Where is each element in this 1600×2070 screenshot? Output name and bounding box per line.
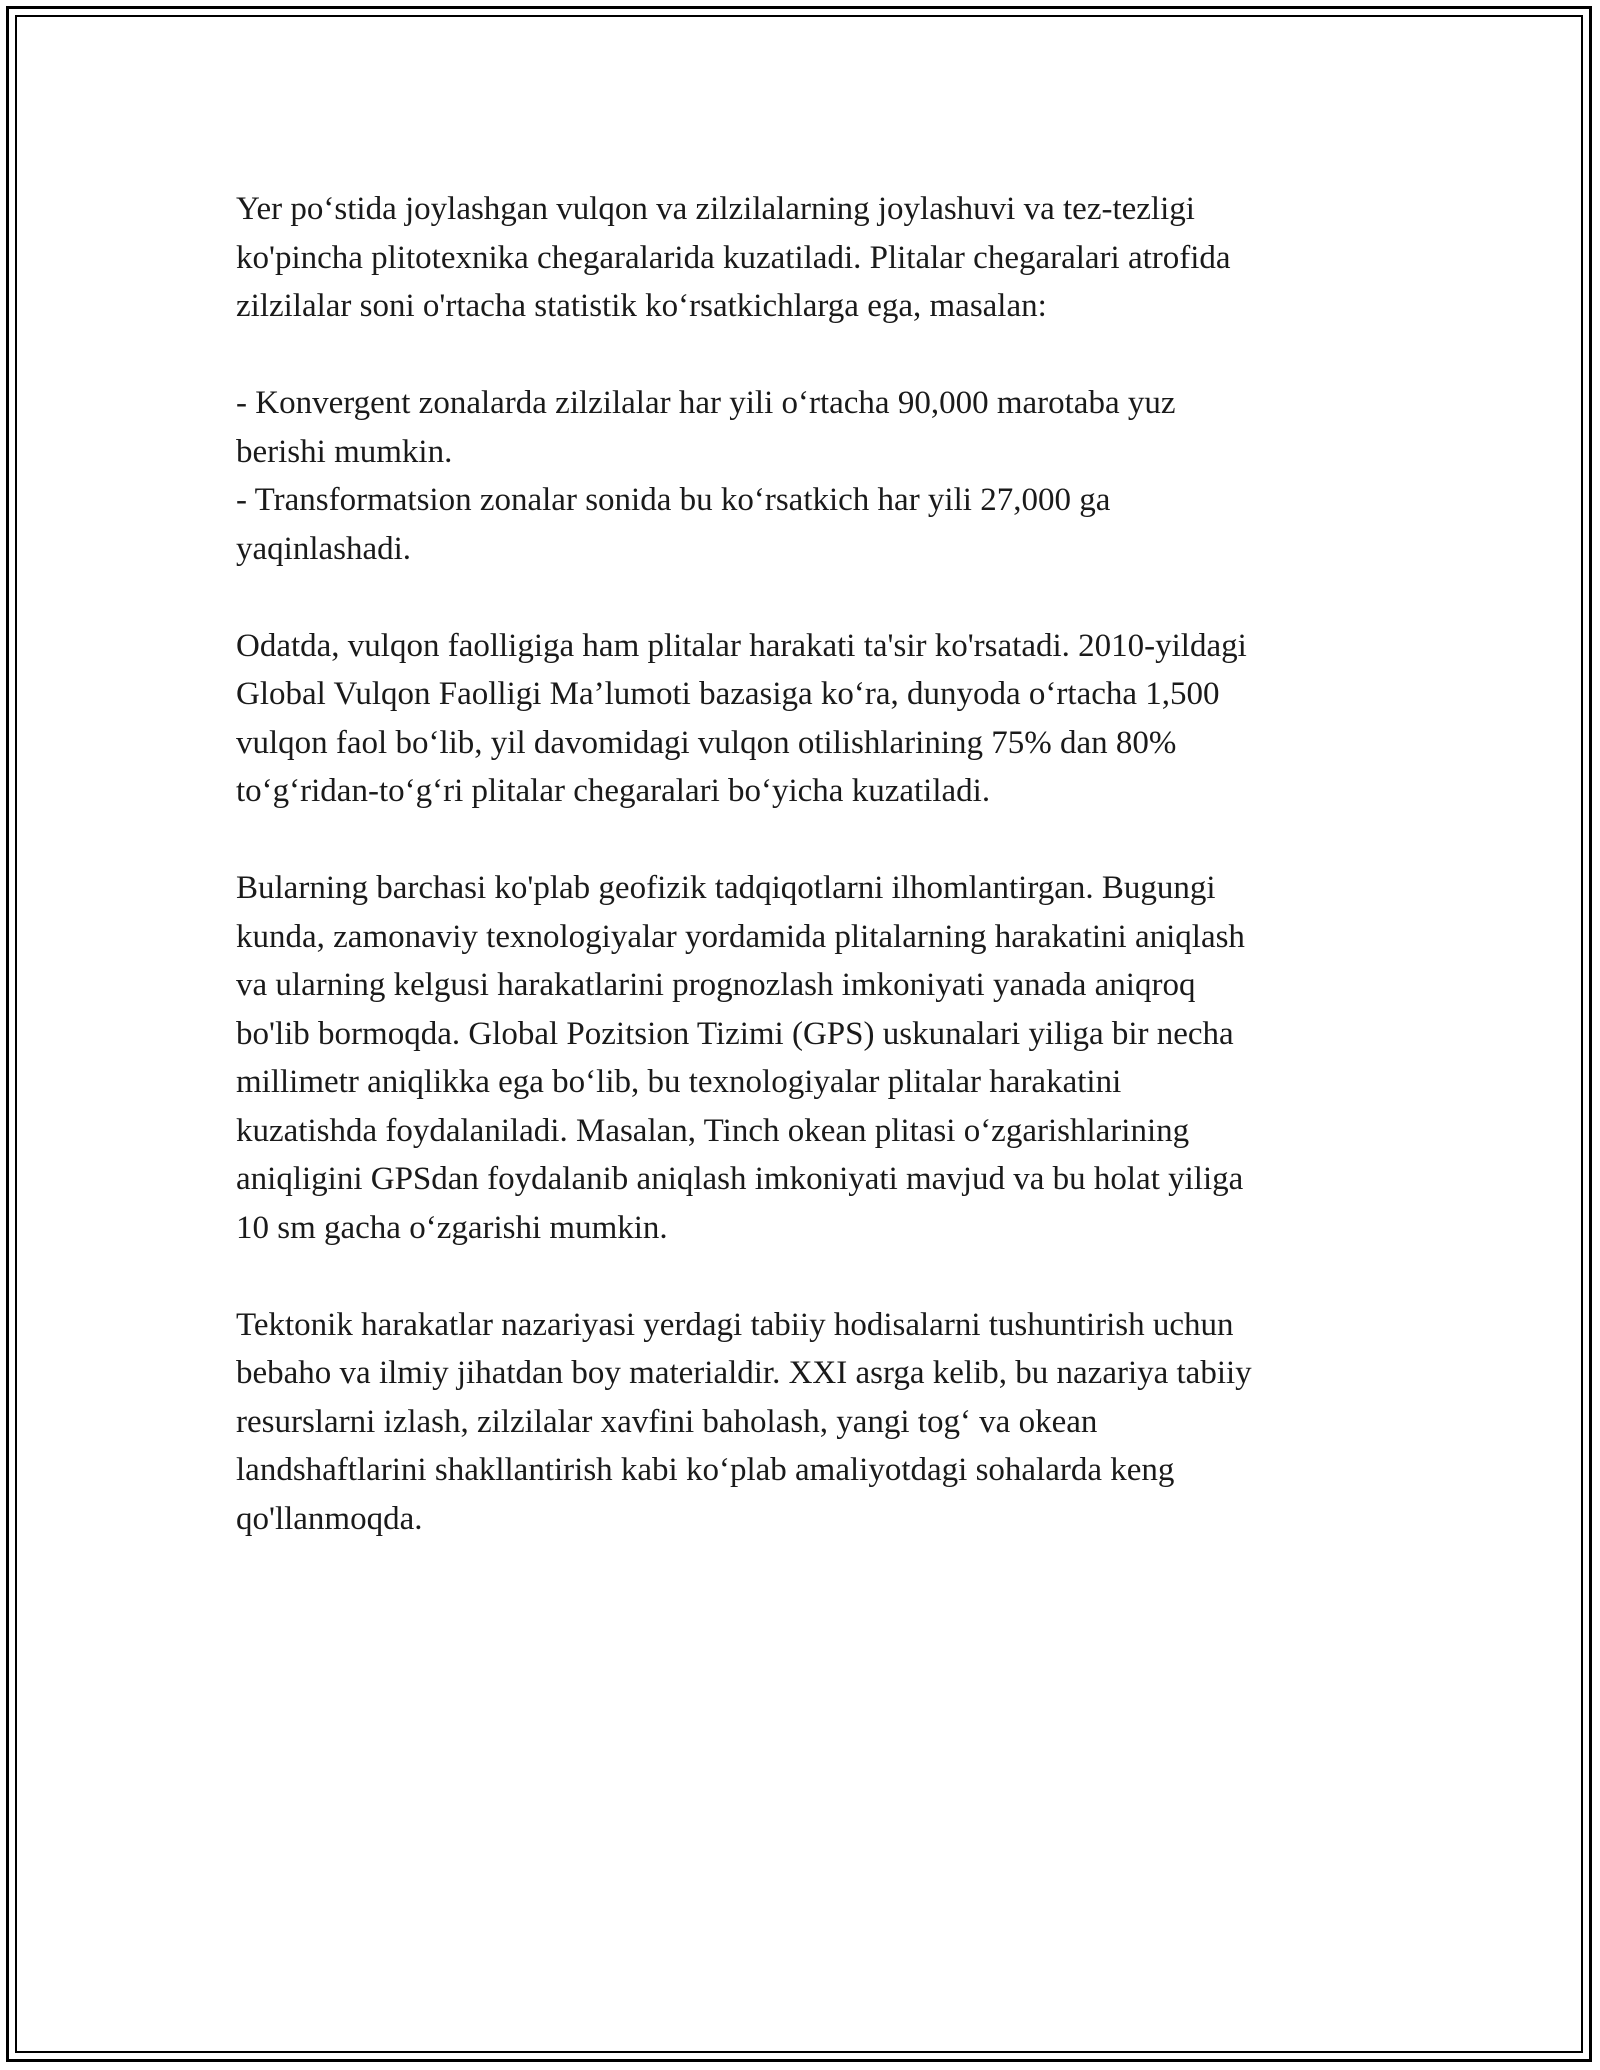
text-line: - Konvergent zonalarda zilzilalar har yili o‘rtacha 90,000 marotaba yuz <box>236 385 1176 421</box>
text-line: berishi mumkin. <box>236 433 453 470</box>
paragraph-conclusion <box>236 1301 1376 1544</box>
text-line: to‘g‘ridan-to‘g‘ri plitalar chegaralari bo‘yicha kuzatiladi. <box>236 773 991 809</box>
text-line: resurslarni izlash, zilzilalar xavfini baholash, yangi tog‘ va okean <box>236 1403 1098 1440</box>
text-line: bebaho va ilmiy jihatdan boy materialdir. XXI asrga kelib, bu nazariya tabiiy <box>236 1355 1252 1391</box>
paragraph-intro <box>236 185 1376 331</box>
text-line: Global Vulqon Faolligi Ma’lumoti bazasiga ko‘ra, dunyoda o‘rtacha 1,500 <box>236 676 1220 712</box>
text-line: Yer po‘stida joylashgan vulqon va zilzilalarning joylashuvi va tez-tezligi <box>236 191 1195 227</box>
text-line: landshaftlarini shakllantirish kabi ko‘plab amaliyotdagi sohalarda keng <box>236 1452 1175 1488</box>
text-line: vulqon faol bo‘lib, yil davomidagi vulqon otilishlarining 75% dan 80% <box>236 724 1177 761</box>
text-line: bo'lib bormoqda. Global Pozitsion Tizimi (GPS) uskunalari yiliga bir necha <box>236 1015 1234 1052</box>
text-line: Bularning barchasi ko'plab geofizik tadqiqotlarni ilhomlantirgan. Bugungi <box>236 870 1216 906</box>
text-line: kuzatishda foydalaniladi. Masalan, Tinch okean plitasi o‘zgarishlarining <box>236 1112 1190 1149</box>
text-line: ko'pincha plitotexnika chegaralarida kuzatiladi. Plitalar chegaralari atrofida <box>236 239 1231 276</box>
text-line: 10 sm gacha o‘zgarishi mumkin. <box>236 1209 668 1246</box>
text-line: Odatda, vulqon faolligiga ham plitalar harakati ta'sir ko'rsatadi. 2010-yildagi <box>236 627 1247 664</box>
text-line: yaqinlashadi. <box>236 530 412 567</box>
paragraph-list <box>236 379 1376 573</box>
text-line: kunda, zamonaviy texnologiyalar yordamida plitalarning harakatini aniqlash <box>236 918 1245 955</box>
paragraph-volcanoes <box>236 622 1376 816</box>
text-line: - Transformatsion zonalar sonida bu ko‘rsatkich har yili 27,000 ga <box>236 482 1111 518</box>
text-line: zilzilalar soni o'rtacha statistik ko‘rsatkichlarga ega, masalan: <box>236 288 1047 324</box>
paragraph-gps <box>236 864 1376 1252</box>
text-line: millimetr aniqlikka ega bo‘lib, bu texnologiyalar plitalar harakatini <box>236 1064 1122 1100</box>
text-line: qo'llanmoqda. <box>236 1500 423 1537</box>
text-line: aniqligini GPSdan foydalanib aniqlash imkoniyati mavjud va bu holat yiliga <box>236 1161 1244 1197</box>
text-line: va ularning kelgusi harakatlarini prognozlash imkoniyati yanada aniqroq <box>236 967 1196 1003</box>
document-body <box>236 185 1376 1592</box>
text-line: Tektonik harakatlar nazariyasi yerdagi tabiiy hodisalarni tushuntirish uchun <box>236 1306 1234 1343</box>
